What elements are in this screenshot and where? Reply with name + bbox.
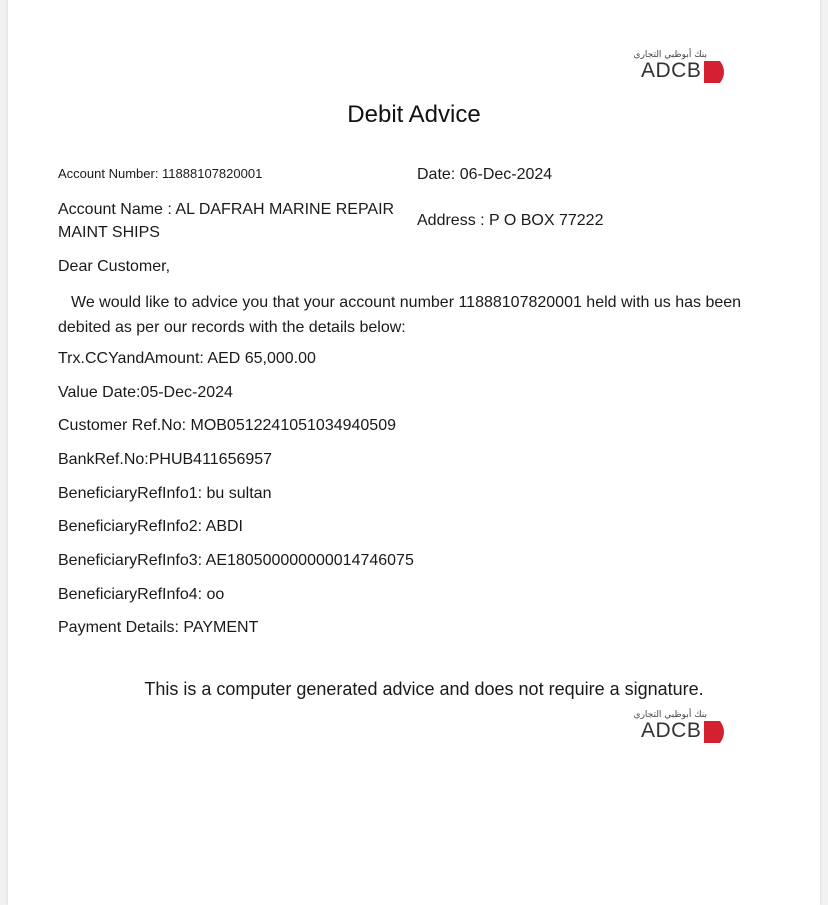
salutation: Dear Customer, <box>58 258 171 275</box>
account-name-line2: MAINT SHIPS <box>58 224 160 241</box>
account-name-line1: Account Name : AL DAFRAH MARINE REPAIR <box>58 201 395 218</box>
detail-value-date: Value Date:05-Dec-2024 <box>58 384 233 401</box>
detail-bank-ref: BankRef.No:PHUB411656957 <box>58 451 273 468</box>
detail-beneficiary-ref4: BeneficiaryRefInfo4: oo <box>58 586 225 603</box>
advice-date: Date: 06-Dec-2024 <box>417 166 553 183</box>
logo-text: ADCB <box>641 719 702 742</box>
adcb-logo-top <box>633 50 731 86</box>
page-title: Debit Advice <box>347 101 481 128</box>
adcb-logo-bottom <box>633 710 731 746</box>
detail-beneficiary-ref3: BeneficiaryRefInfo3: AE180500000000014746075 <box>58 552 414 569</box>
document-page <box>8 0 820 905</box>
account-number: Account Number: 11888107820001 <box>58 166 263 181</box>
detail-amount: Trx.CCYandAmount: AED 65,000.00 <box>58 350 316 367</box>
play-arrow-icon <box>704 721 728 743</box>
detail-customer-ref: Customer Ref.No: MOB0512241051034940509 <box>58 417 396 434</box>
body-paragraph: We would like to advice you that your account number 11888107820001 held with us has been debited as per our records with the details below: <box>58 294 742 336</box>
detail-payment-details: Payment Details: PAYMENT <box>58 619 259 636</box>
footer-note: This is a computer generated advice and does not require a signature. <box>144 679 704 699</box>
logo-arabic-text: بنك أبوظبي التجاري <box>633 710 707 720</box>
logo-text: ADCB <box>641 59 702 82</box>
logo-arabic-text: بنك أبوظبي التجاري <box>633 50 707 60</box>
address: Address : P O BOX 77222 <box>417 212 604 229</box>
detail-beneficiary-ref1: BeneficiaryRefInfo1: bu sultan <box>58 485 272 502</box>
detail-beneficiary-ref2: BeneficiaryRefInfo2: ABDI <box>58 518 243 535</box>
play-arrow-icon <box>704 61 728 83</box>
